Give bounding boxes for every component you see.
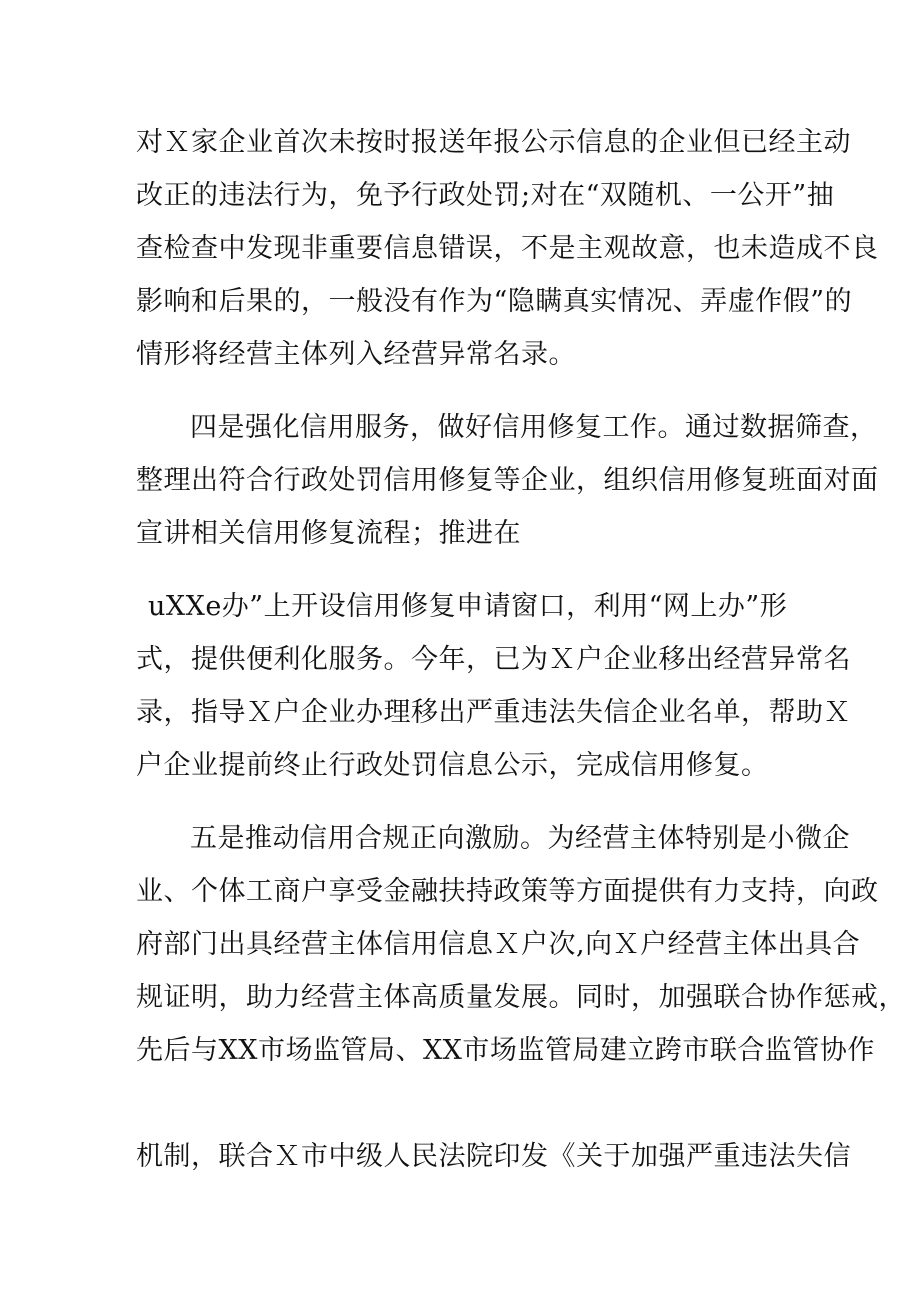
paragraph-line: uXXe办”上开设信用修复申请窗口，利用“网上办”形 <box>148 591 788 622</box>
paragraph-line: 业、个体工商户享受金融扶持政策等方面提供有力支持，向政 <box>136 876 879 907</box>
paragraph-line: 府部门出具经营主体信用信息Ｘ户次,向Ｘ户经营主体出具合 <box>136 929 861 960</box>
paragraph-line: 机制，联合Ｘ市中级人民法院印发《关于加强严重违法失信 <box>136 1141 851 1172</box>
paragraph-line: 查检查中发现非重要信息错误，不是主观故意，也未造成不良 <box>136 233 879 264</box>
paragraph-line: 改正的违法行为，免予行政处罚;对在“双随机、一公开”抽 <box>136 180 835 211</box>
paragraph-line: 规证明，助力经营主体高质量发展。同时，加强联合协作惩戒， <box>136 982 906 1013</box>
paragraph-line: 情形将经营主体列入经营异常名录。 <box>136 339 576 370</box>
paragraph-line: 对Ｘ家企业首次未按时报送年报公示信息的企业但已经主动 <box>136 127 851 158</box>
paragraph-line: 五是推动信用合规正向激励。为经营主体特别是小微企 <box>190 823 850 854</box>
paragraph-line: 影响和后果的，一般没有作为“隐瞒真实情况、弄虚作假”的 <box>136 286 853 317</box>
paragraph-line: 式，提供便利化服务。今年，已为Ｘ户企业移出经营异常名 <box>136 644 851 675</box>
paragraph-line: 宣讲相关信用修复流程；推进在 <box>136 518 521 549</box>
paragraph-line: 整理出符合行政处罚信用修复等企业，组织信用修复班面对面 <box>136 465 879 496</box>
paragraph-line: 户企业提前终止行政处罚信息公示，完成信用修复。 <box>136 750 769 781</box>
paragraph-line: 四是强化信用服务，做好信用修复工作。通过数据筛查， <box>190 412 878 443</box>
paragraph-line: 录，指导Ｘ户企业办理移出严重违法失信企业名单，帮助Ｘ <box>136 697 851 728</box>
paragraph-line: 先后与XX市场监管局、XX市场监管局建立跨市联合监管协作 <box>136 1035 875 1066</box>
